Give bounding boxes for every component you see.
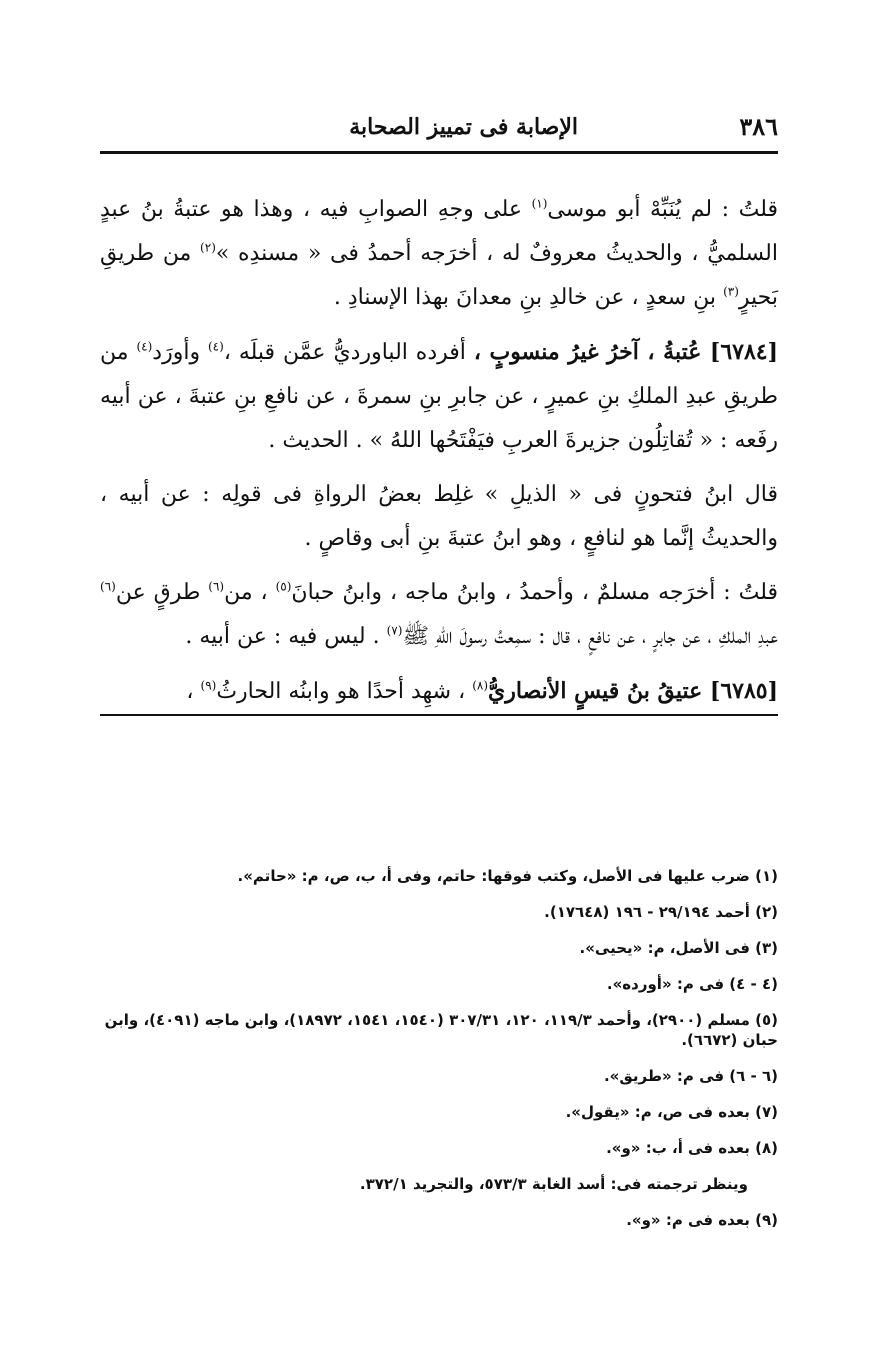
paragraph-1 (100, 188, 778, 320)
footnote: (٣) فى الأصل، م: «يحيى». (579, 939, 778, 957)
para-text: أفرده الباورديُّ عمَّن قبلَه ، (223, 340, 474, 365)
para-text: بنِ سعدٍ ، عن خالدِ بنِ معدانَ بهذا الإسنادِ . (333, 285, 724, 310)
para-text: طرقٍ عن (115, 580, 209, 605)
para-text: وأورَد (152, 340, 208, 365)
paragraph-entry-6785 (100, 669, 778, 716)
para-text: قلتُ : أخرَجه مسلمٌ ، وأحمدُ ، وابنُ ماجه ، وابنُ حبانَ (291, 580, 779, 605)
footnote-marker[interactable]: (٨) (472, 678, 489, 693)
footnote: (٥) مسلم (٢٩٠٠)، وأحمد ١١٩/٣، ١٢٠، ٣٠٧/٣١ (١٥٤٠، ١٥٤١، ١٨٩٧٢)، وابن ماجه (٤٠٩١)، وابن حبان (٦٦٧٢). (104, 1011, 778, 1049)
para-text: عبدِ الملكِ ، عن جابرٍ ، عن نافعٍ ، قال : سمِعتُ رسولَ اللهِ ﷺ (402, 624, 778, 649)
footnote: (٨) بعده فى أ، ب: «و». (606, 1139, 778, 1157)
para-text: ، من (224, 580, 276, 605)
para-text: . ليس فيه : عن أبيه . (185, 624, 387, 649)
para-text: قلتُ : لم يُنَبِّهْ أبو موسى (547, 197, 778, 222)
page-header (100, 112, 778, 142)
para-text: قال ابنُ فتحونٍ فى « الذيلِ » غلِط بعضُ الرواةِ فى قولِه : عن أبيه ، والحديثُ إنَّما هو لنافعٍ ، وهو ابنُ عتبةَ بنِ أبى وقاصٍ . (100, 482, 778, 551)
footnotes (100, 866, 778, 1246)
header-rule (100, 151, 778, 154)
footnote-marker[interactable]: (٤) (207, 339, 224, 354)
footnote-marker[interactable]: (٥) (275, 579, 292, 594)
paragraph-3 (100, 473, 778, 561)
footnote: (٤ - ٤) فى م: «أورده». (606, 975, 778, 993)
footnote: (٦ - ٦) فى م: «طريق». (603, 1067, 778, 1085)
footnote-marker[interactable]: (٦) (208, 579, 225, 594)
paragraph-4 (100, 571, 778, 659)
footnote-marker[interactable]: (٦) (100, 579, 116, 594)
para-text: على وجهِ الصوابِ فيه ، وهذا هو عتبةُ بنُ عبدٍ السلميُّ ، والحديثُ معروفٌ له ، أخرَجه أحمدُ فى « مسندِه » (100, 197, 779, 266)
footnote-marker[interactable]: (٩) (200, 678, 217, 693)
running-title: الإصابة فى تمييز الصحابة (349, 114, 578, 140)
footnote-marker[interactable]: (١) (531, 196, 548, 211)
footnote-marker[interactable]: (٣) (723, 284, 739, 299)
para-text: من طريقِ بَحيرٍ (100, 241, 778, 310)
footnote: (٩) بعده فى م: «و». (626, 1211, 778, 1229)
para-text: ، شهِد أحدًا هو وابنُه الحارثُ (216, 679, 473, 704)
footnote: (١) ضرب عليها فى الأصل، وكتب فوقها: حاتم، وفى أ، ب، ص، م: «حاتم». (237, 867, 778, 885)
para-text: من طريقِ عبدِ الملكِ بنِ عميرٍ ، عن جابرِ بنِ سمرةَ ، عن نافعِ بنِ عتبةَ ، عن أبيه رفَعه : « تُقاتِلُون جزيرةَ العربِ فيَفْتَحُها اللهُ » . الحديث . (100, 340, 778, 453)
para-text: ، (186, 679, 201, 704)
footnote-continuation: وينظر ترجمته فى: أسد الغابة ٥٧٣/٣، والتجريد ٣٧٢/١. (359, 1175, 748, 1193)
footnote: (٧) بعده فى ص، م: «يقول». (565, 1103, 778, 1121)
footnote-marker[interactable]: (٤) (136, 339, 153, 354)
page-number: ٣٨٦ (739, 112, 778, 141)
main-text (100, 188, 778, 716)
entry-heading: [٦٧٨٥] عتيقُ بنُ قيسٍ الأنصاريُّ (488, 678, 778, 704)
footnote: (٢) أحمد ٢٩/١٩٤ - ١٩٦ (١٧٦٤٨). (544, 903, 778, 921)
entry-heading: [٦٧٨٤] عُتبةُ ، آخرُ غيرُ منسوبٍ ، (473, 339, 779, 365)
footnote-marker[interactable]: (٢) (200, 240, 216, 255)
footnote-marker[interactable]: (٧) (386, 623, 403, 638)
paragraph-entry-6784 (100, 330, 778, 463)
